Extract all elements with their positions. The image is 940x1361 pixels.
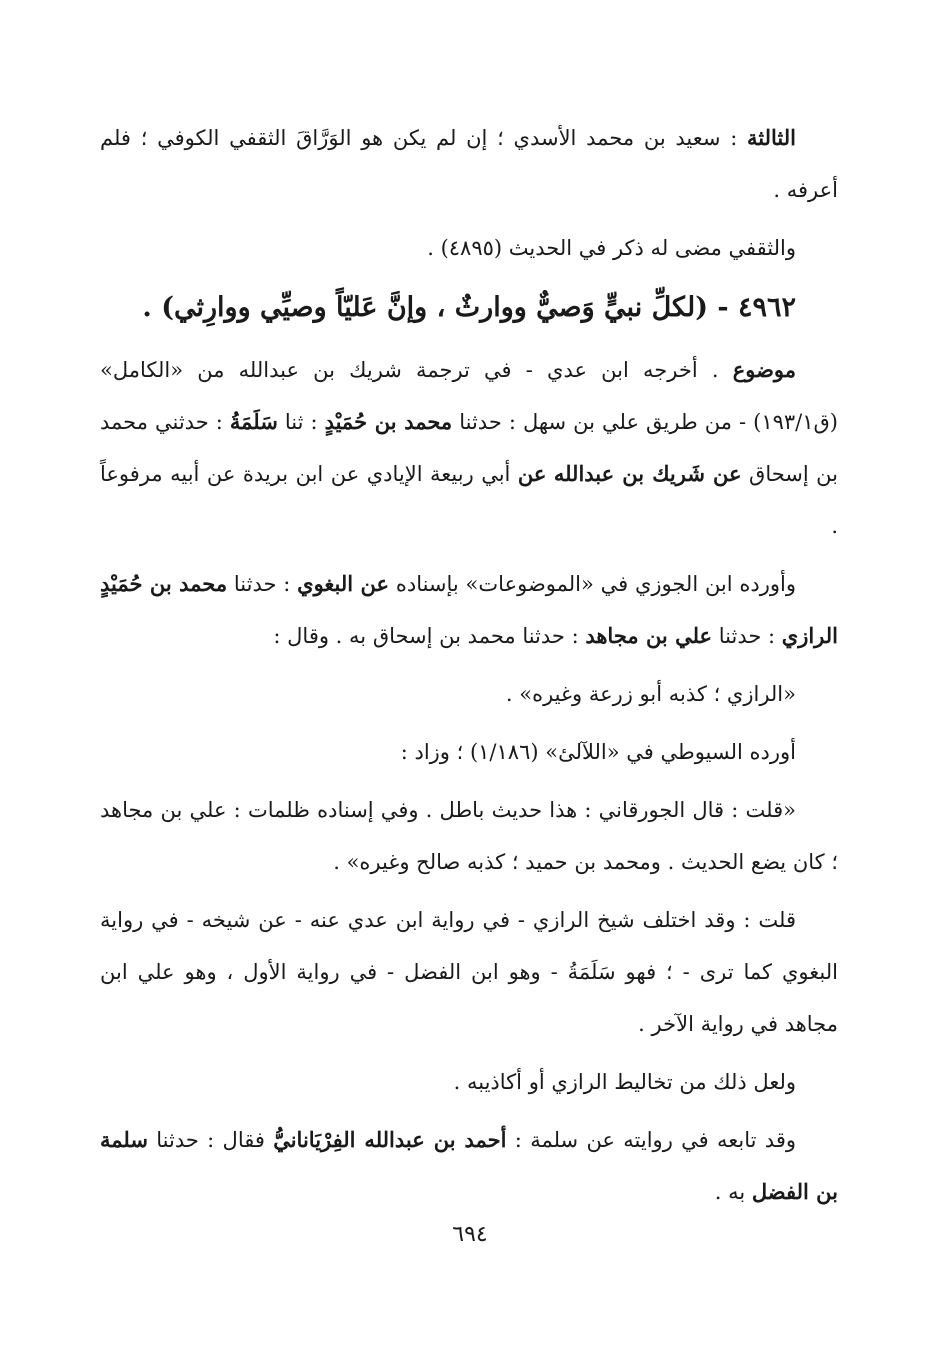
bold-text-segment: أحمد بن عبدالله الفِرْيَانانيُّ <box>273 1127 507 1152</box>
bold-text-segment: عن شَريك بن عبدالله <box>553 461 742 486</box>
hadith-heading <box>100 280 838 336</box>
text-segment: وأورده ابن الجوزي في «الموضوعات» بإسناده <box>389 572 797 596</box>
text-segment: : حدثنا محمد بن إسحاق به . وقال : <box>273 624 586 648</box>
bold-text-segment: موضوع <box>732 357 796 382</box>
text-segment: : حدثنا <box>227 572 298 596</box>
text-segment: : ثنا <box>277 410 325 434</box>
text-segment: : حدثنا <box>712 624 782 648</box>
text-segment: . أخرجه ابن عدي - في ترجمة شريك بن عبدالله من «الكامل» (ق١٩٣/١) - من طريق علي بن سهل : حدثنا <box>100 358 839 434</box>
text-paragraph <box>100 1056 838 1108</box>
text-paragraph <box>100 222 838 274</box>
bold-text-segment: عن البغوي <box>297 571 390 596</box>
text-paragraph <box>100 558 838 662</box>
bold-text-segment: سَلَمَةُ <box>229 409 278 434</box>
text-segment: وقد تابعه في روايته عن سلمة : <box>506 1128 797 1152</box>
text-segment: «الرازي ؛ كذبه أبو زرعة وغيره» . <box>505 682 796 706</box>
bold-text-segment: محمد بن حُمَيْدٍ الرازي <box>100 571 838 648</box>
bold-text-segment: عن <box>517 461 547 486</box>
bold-text-segment: الثالثة <box>747 125 796 150</box>
text-segment: به . <box>714 1180 752 1204</box>
text-segment: ولعل ذلك من تخاليط الرازي أو أكاذيبه . <box>453 1070 796 1094</box>
text-segment: «قلت : قال الجورقاني : هذا حديث باطل . وفي إسناده ظلمات : علي بن مجاهد ؛ كان يضع الحديث . ومحمد بن حميد ؛ كذبه صالح وغيره» . <box>100 798 838 874</box>
text-paragraph <box>100 344 838 552</box>
text-paragraph <box>100 726 838 778</box>
text-paragraph <box>100 112 838 216</box>
text-segment: والثقفي مضى له ذكر في الحديث (٤٨٩٥) . <box>427 236 796 260</box>
body-text <box>100 112 838 1218</box>
text-segment: أورده السيوطي في «اللآلئ» (١/١٨٦) ؛ وزاد : <box>400 740 796 764</box>
text-paragraph <box>100 668 838 720</box>
text-segment: أبي ربيعة الإيادي عن ابن بريدة عن أبيه مرفوعاً . <box>100 462 838 538</box>
text-paragraph <box>100 784 838 888</box>
text-segment: : حدثني محمد بن إسحاق <box>100 410 838 486</box>
bold-text-segment: علي بن مجاهد <box>585 623 713 648</box>
text-paragraph <box>100 1114 838 1218</box>
text-paragraph <box>100 894 838 1050</box>
bold-text-segment: سلمة بن الفضل <box>100 1127 838 1204</box>
bold-text-segment: ٤٩٦٢ - (لكلِّ نبيٍّ وَصيٌّ ووارثٌ ، وإنَّ عَليّاً وصيِّي ووارِثي) . <box>142 292 796 323</box>
page-number: ٦٩٤ <box>452 1222 488 1247</box>
text-segment: : سعيد بن محمد الأسدي ؛ إن لم يكن هو الوَرَّاقَ الثقفي الكوفي ؛ فلم أعرفه . <box>100 126 838 202</box>
text-segment: قلت : وقد اختلف شيخ الرازي - في رواية ابن عدي عنه - عن شيخه - في رواية البغوي كما ترى - ؛ فهو سَلَمَةُ - وهو ابن الفضل - في رواية الأول ، وهو علي ابن مجاهد في رواية الآخر . <box>100 908 838 1036</box>
text-segment <box>546 462 553 486</box>
text-segment: فقال : حدثنا <box>147 1128 274 1152</box>
bold-text-segment: محمد بن حُمَيْدٍ <box>324 409 453 434</box>
